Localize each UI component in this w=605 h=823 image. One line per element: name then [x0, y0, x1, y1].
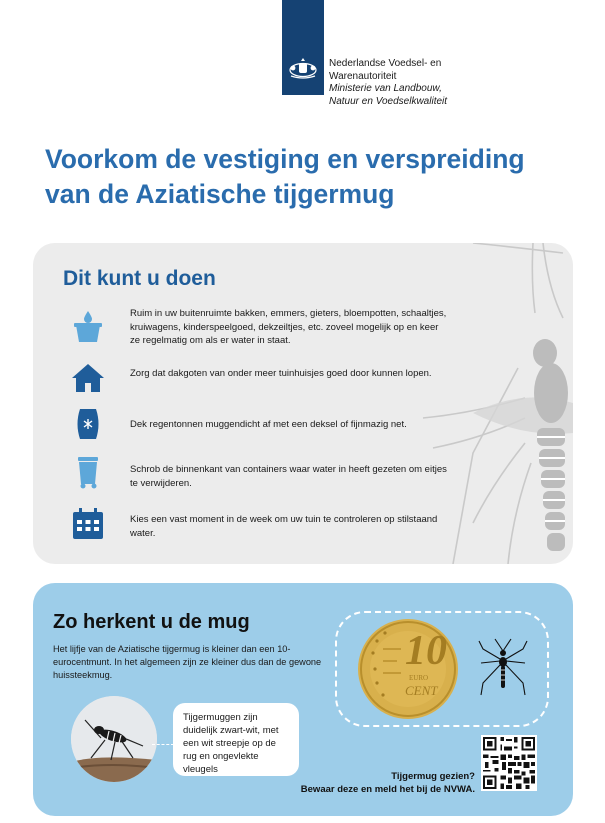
coin-value: 10: [405, 628, 447, 674]
action-text-3: Dek regentonnen muggendicht af met een deksel of fijnmazig net.: [130, 419, 407, 430]
tiger-mosquito-photo: [71, 696, 157, 782]
title-line-2: van de Aziatische tijgermug: [45, 179, 395, 209]
connector-line: [152, 744, 174, 745]
ministry-line-2: Natuur en Voedselkwaliteit: [329, 95, 448, 107]
report-text: [265, 770, 475, 796]
page-title: [45, 142, 575, 212]
coat-of-arms-icon: [287, 57, 319, 79]
calendar-icon: [71, 507, 105, 541]
report-line-2: Bewaar deze en meld het bij de NVWA.: [300, 784, 475, 795]
ministry-line-1: Ministerie van Landbouw,: [329, 83, 442, 94]
org-line-2: Warenautoriteit: [329, 70, 397, 82]
organization-name: [329, 58, 479, 108]
report-line-1: Tijgermug gezien?: [391, 771, 475, 782]
coin-comparison-box: [335, 611, 549, 727]
mosquito-small-icon: [477, 637, 529, 697]
action-text-2: Zorg dat dakgoten van onder meer tuinhuisjes goed door kunnen lopen.: [130, 368, 432, 379]
action-text-1: Ruim in uw buitenruimte bakken, emmers, gieters, bloempotten, schaaltjes, kruiwagens, kinderspeelgoed, dekzeiltjes, etc. zoveel mogelijk op en keer ze regelmatig om als er water in staat.: [130, 308, 447, 346]
bucket-water-icon: [71, 309, 105, 343]
wheelie-bin-icon: [71, 455, 105, 489]
title-line-1: Voorkom de vestiging en verspreiding: [45, 144, 525, 174]
house-icon: [71, 361, 105, 395]
action-text-4: Schrob de binnenkant van containers waar water in heeft gezeten om eitjes te verwijderen.: [130, 464, 447, 489]
action-heading: Dit kunt u doen: [63, 267, 216, 290]
qr-code-icon[interactable]: [481, 735, 537, 791]
coin-label-bottom: CENT: [405, 683, 438, 698]
action-card: [33, 243, 573, 564]
logo-bar: [282, 0, 324, 95]
action-text-5: Kies een vast moment in de week om uw tuin te controleren op stilstaand water.: [130, 514, 438, 539]
org-line-1: Nederlandse Voedsel- en: [329, 58, 442, 69]
recognize-heading: Zo herkent u de mug: [53, 611, 250, 633]
rain-barrel-icon: [71, 407, 105, 441]
coin-label-top: EURO: [409, 674, 429, 682]
recognize-body: Het lijfje van de Aziatische tijgermug is kleiner dan een 10-eurocentmunt. In het algemeen zijn ze kleiner dus dan de gewone huissteekmug.: [53, 644, 322, 681]
tiger-mosquito-photo-icon: [71, 696, 157, 782]
recognize-card: [33, 583, 573, 816]
speech-bubble: Tijgermuggen zijn duidelijk zwart-wit, met een wit streepje op de rug en ongevlekte vleugels: [173, 703, 299, 776]
